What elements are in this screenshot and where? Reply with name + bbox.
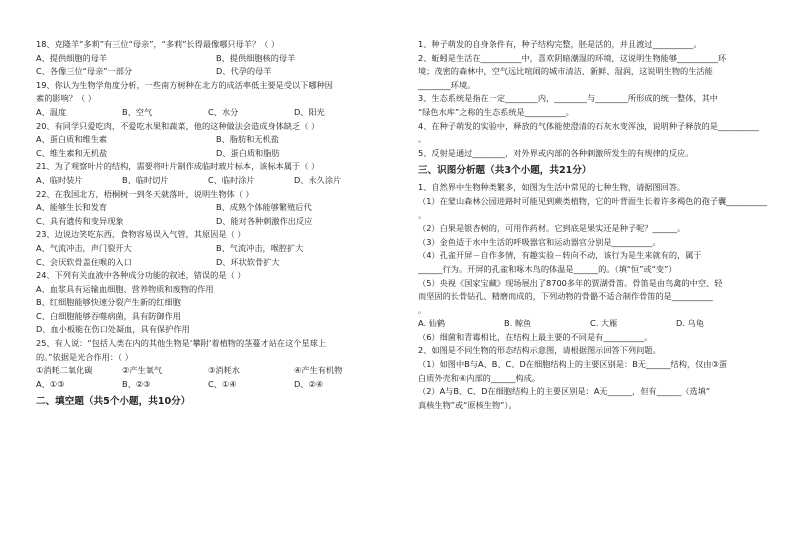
answer-option: A、温度: [36, 106, 67, 117]
answer-option: C、各像三位“母亲”一部分: [36, 66, 133, 77]
question-line: 2、蚯蚓是生活在__________中，喜欢阴暗潮湿的环境，这说明生物能够__________环: [418, 52, 727, 63]
answer-option: ③消耗水: [208, 365, 240, 376]
answer-option: C、水分: [208, 106, 239, 117]
question-line: D、血小板能在伤口处凝血，具有保护作用: [36, 324, 190, 335]
question-line: （4）孔雀开屏－自作多情，有趣实验－转向不动，该行为是生来就有的，属于: [418, 250, 702, 261]
answer-option: C、会厌软骨盖住喉的入口: [36, 256, 132, 267]
answer-option: A、气流冲击，声门裂开大: [36, 242, 132, 253]
answer-option: D、环状软骨扩大: [216, 256, 280, 267]
answer-option: A、①③: [36, 378, 65, 389]
question-line: 18、克隆羊“多莉”有三位“母亲”，“多莉”长得最像哪只母羊？（ ）: [36, 39, 280, 49]
answer-option: B、空气: [122, 106, 153, 117]
answer-option: D. 乌龟: [676, 318, 704, 329]
question-line: 21、为了观察叶片的结构，需要将叶片制作成临时玻片标本，该标本属于（ ）: [36, 161, 320, 172]
answer-option: C、临时涂片: [208, 174, 255, 185]
option-row: [36, 65, 396, 79]
answer-option: ①消耗二氧化碳: [36, 365, 93, 376]
question-line: 4、在种子萌发的实验中，释放的气体能使澄清的石灰水变浑浊，说明种子释放的是__________: [418, 120, 759, 131]
question-line: 真核生物”或“原核生物”）。: [418, 399, 517, 410]
answer-option: C. 大雁: [590, 318, 618, 329]
right-column: [418, 38, 774, 412]
question-line: 2、如图是不同生物的形态结构示意图，请根据图示回答下列问题。: [418, 345, 661, 356]
answer-option: A、蛋白质和维生素: [36, 134, 108, 145]
question-line: ________环境。: [418, 79, 476, 90]
question-line: （3）金鱼适于水中生活的呼吸器官和运动器官分别是__________。: [418, 236, 661, 247]
option-row: [418, 317, 774, 331]
option-row: [36, 256, 396, 270]
answer-option: A. 仙鹤: [418, 318, 446, 329]
question-line: 22、在我国北方，梧桐树一到冬天就落叶，说明生物体（ ）: [36, 188, 254, 199]
answer-option: D、代孕的母羊: [216, 66, 272, 77]
answer-option: B、②③: [122, 378, 151, 389]
question-line: 3、生态系统是指在一定________内，________与________所形成的统一整体，其中: [418, 93, 718, 104]
answer-option: D、阳光: [294, 106, 325, 117]
answer-option: A、能够生长和发育: [36, 202, 108, 213]
answer-option: B、提供细胞核的母羊: [216, 52, 296, 63]
question-line: （6）细菌和青霉相比，在结构上最主要的不同是有__________。: [418, 331, 653, 342]
option-row: [36, 378, 396, 392]
answer-option: B. 鲸鱼: [504, 318, 532, 329]
answer-option: A、提供细胞的母羊: [36, 52, 108, 63]
answer-option: B、临时切片: [122, 174, 169, 185]
question-line: 的。”依据是光合作用：（ ）: [36, 351, 133, 362]
option-row: [36, 364, 396, 378]
question-line: （1）在蒙山森林公园进路时可能见到蕨类植物，它的叶背面生长着许多褐色的孢子囊__________: [418, 195, 768, 206]
question-line: 1、种子萌发的自身条件有，种子结构完整，胚是活的，并且渡过__________。: [418, 39, 702, 49]
question-line: 。: [418, 304, 427, 315]
answer-option: B、成熟个体能够繁殖后代: [216, 202, 312, 213]
answer-option: ②产生氧气: [122, 365, 163, 376]
left-column: [36, 38, 396, 412]
question-line: 素的影响？（ ）: [36, 93, 96, 104]
question-line: 境；茂密的森林中，空气远比喧闹的城市清洁、新鲜、湿润，这说明生物的生活能: [418, 66, 713, 77]
question-line: 23、边说边笑吃东西，食物容易误入气管，其原因是（ ）: [36, 229, 246, 240]
question-line: C、白细胞能够吞噬病菌，具有防御作用: [36, 310, 181, 321]
option-row: [36, 242, 396, 256]
option-row: [36, 201, 396, 215]
answer-option: B、脂肪和无机盐: [216, 134, 279, 145]
option-row: [36, 215, 396, 229]
question-line: （1）如图中B与A、B、C、D在细胞结构上的主要区别是：B无______结构，仅由③蛋: [418, 359, 728, 370]
option-row: [36, 106, 396, 120]
question-line: A、血浆具有运输血细胞、营养物质和废物的作用: [36, 283, 214, 294]
question-line: 。: [418, 209, 427, 220]
question-line: “绿色水库”之称的生态系统是__________。: [418, 106, 574, 117]
question-line: 19、你认为生物学角度分析，一些南方树种在北方的成活率低主要是受以下哪种因: [36, 79, 333, 90]
answer-option: ④产生有机物: [294, 365, 343, 376]
question-line: ______行为。开屏的孔雀和啄木鸟的体温是______的。（填“恒”或“变”）: [418, 263, 677, 274]
answer-option: D、能对各种刺激作出反应: [216, 215, 313, 226]
answer-option: D、永久涂片: [294, 174, 342, 185]
answer-option: A、临时装片: [36, 174, 83, 185]
question-line: 25、有人说：“包括人类在内的其他生物是‘攀附’着植物的茎蔓才站在这个星球上: [36, 338, 327, 349]
answer-option: D、蛋白质和脂肪: [216, 147, 280, 158]
option-row: [36, 147, 396, 161]
answer-option: C、①④: [208, 378, 237, 389]
option-row: [36, 174, 396, 188]
question-line: 而坚固的长骨钻孔、精磨而成的，下列动物的骨骼不适合制作骨笛的是__________: [418, 291, 713, 302]
question-line: 。: [418, 134, 427, 145]
option-row: [36, 52, 396, 66]
question-line: 5、反射是通过________，对外界或内部的各种刺激所发生的有规律的反应。: [418, 147, 694, 158]
question-line: 白质外壳和④内部的______构成。: [418, 372, 540, 383]
section-heading: 二、填空题（共5个小题，共10分）: [36, 396, 191, 408]
question-line: （5）央视《国家宝藏》现场展出了8700多年的贾湖骨笛。骨笛是由鸟禽的中空、轻: [418, 277, 723, 288]
question-line: （2）A与B、C、D在细胞结构上的主要区别是：A无______，但有______（选填“: [418, 386, 711, 397]
question-line: 24、下列有关血液中各种成分功能的叙述，错误的是（ ）: [36, 270, 246, 281]
answer-option: C、维生素和无机盐: [36, 147, 108, 158]
question-line: B、红细胞能够快速分裂产生新的红细胞: [36, 297, 181, 308]
option-row: [36, 133, 396, 147]
answer-option: D、②④: [294, 378, 324, 389]
section-heading: 三、识图分析题（共3个小题，共21分）: [418, 165, 592, 177]
question-line: （2）白果是银杏树的，可用作药材。它到底是果实还是种子呢？______。: [418, 223, 686, 234]
question-line: 1、自然界中生物种类繁多，如图为生活中常见的七种生物，请据图回答。: [418, 182, 686, 193]
answer-option: C、具有遗传和变异现象: [36, 215, 124, 226]
question-line: 20、有同学只爱吃肉，不爱吃水果和蔬菜，他的这种做法会造成身体缺乏（ ）: [36, 120, 320, 131]
answer-option: B、气流冲击，喉腔扩大: [216, 242, 304, 253]
